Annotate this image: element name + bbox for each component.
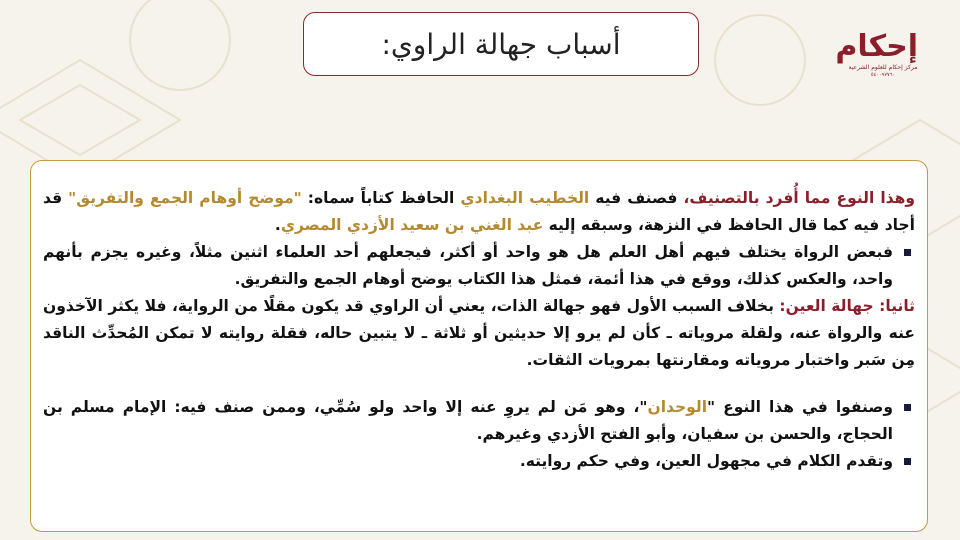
logo-tagline: مركز إحكام للعلوم الشرعية xyxy=(848,64,918,71)
logo-mark: إحكام xyxy=(835,29,918,64)
b2-text: وصنفوا في هذا النوع " xyxy=(707,398,893,416)
b2-term: الوحدان xyxy=(647,398,708,416)
p1-author2: عبد الغني بن سعيد الأزدي المصري xyxy=(280,216,544,234)
p1-end: . xyxy=(274,216,281,234)
bullet-item: وتقدم الكلام في مجهول العين، وفي حكم روايته. xyxy=(43,448,893,475)
p1-text3: قد أجاد فيه كما قال الحافظ في النزهة، وسبقه إليه xyxy=(43,189,915,234)
bullet-list-1 xyxy=(43,239,915,293)
bullet-item xyxy=(43,394,893,448)
p1-intro: وهذا النوع مما أُفرد بالتصنيف، xyxy=(683,189,916,207)
p2-text: بخلاف السبب الأول فهو جهالة الذات، يعني أن الراوي قد يكون مقلًا من الرواية، فلا يكثر الآخذون عنه والرواة عنه، ولقلة مروياته ـ كأن لم يرو إلا حديثين أو ثلاثة ـ لا يتبين حاله، فقلة روايته لا تمكن المُحدِّث الناقد مِن سَبر واختبار مروياته ومقارنتها بمرويات الثقات. xyxy=(43,297,915,369)
content-box xyxy=(30,160,928,532)
bullet-list-2 xyxy=(43,394,915,475)
p1-text: فصنف فيه xyxy=(589,189,684,207)
p1-text2: الحافظ كتاباً سماه: xyxy=(301,189,461,207)
paragraph-1 xyxy=(43,185,915,239)
bullet-item: فبعض الرواة يختلف فيهم أهل العلم هل هو واحد أو أكثر، فيجعلهم أحد العلماء اثنين مثلاً، وغيره يجزم بأنهم واحد، والعكس كذلك، ووقع في هذا أئمة، فمثل هذا الكتاب يوضح أوهام الجمع والتفريق. xyxy=(43,239,893,293)
p1-book: "موضح أوهام الجمع والتفريق" xyxy=(68,189,302,207)
page-title: أسباب جهالة الراوي: xyxy=(381,27,621,61)
title-box xyxy=(303,12,699,76)
logo xyxy=(835,29,918,98)
p2-heading: ثانيا: جهالة العين: xyxy=(779,297,915,315)
b2-text2: "، وهو مَن لم يروِ عنه إلا واحد ولو سُمِّي، وممن صنف فيه: الإمام مسلم بن الحجاج، والحسن بن سفيان، وأبو الفتح الأزدي وغيرهم. xyxy=(43,398,893,443)
paragraph-2 xyxy=(43,293,915,374)
p1-author: الخطيب البغدادي xyxy=(460,189,590,207)
logo-phone: ٥٤٠٠٩٧٧٦٠ xyxy=(870,72,896,78)
